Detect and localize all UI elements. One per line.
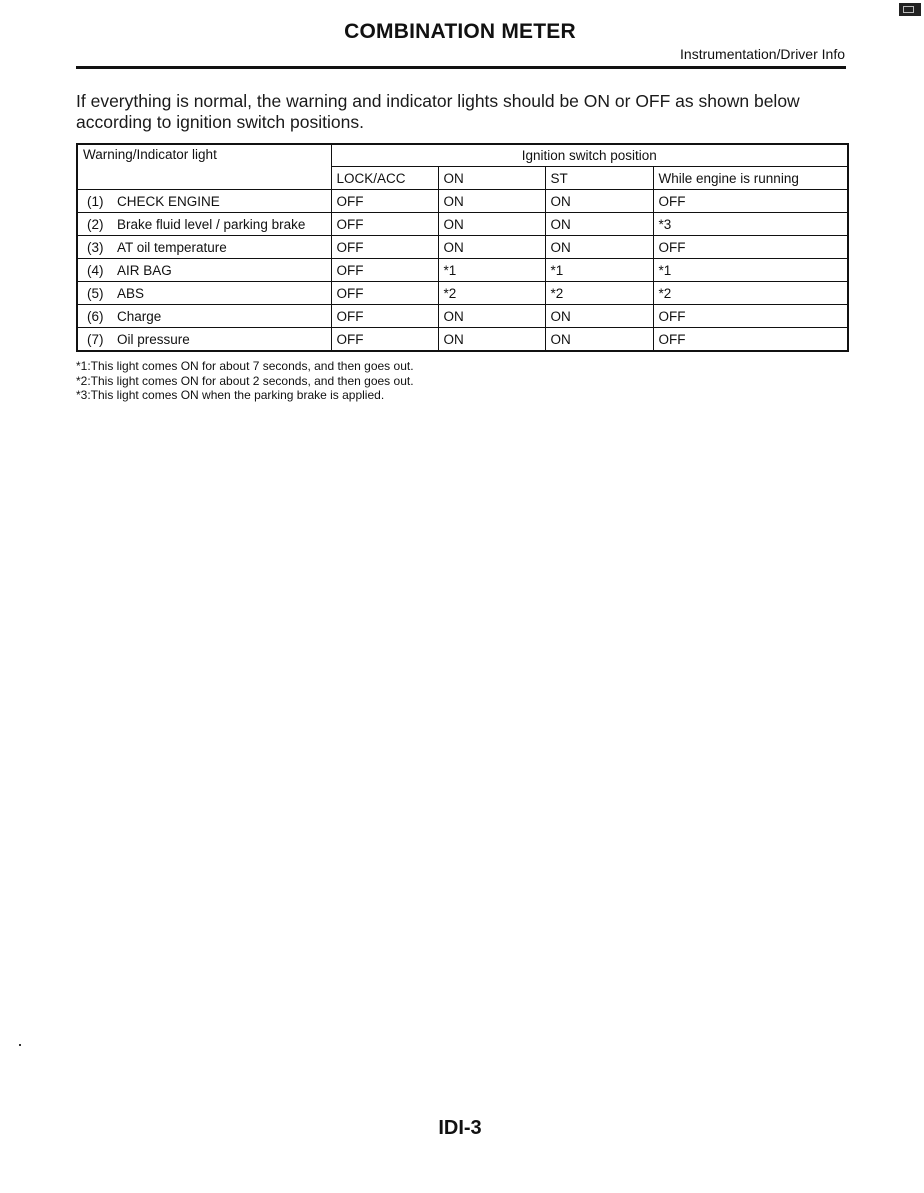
state-cell: *1 bbox=[653, 259, 848, 282]
light-name: AIR BAG bbox=[117, 262, 172, 278]
state-cell: *2 bbox=[653, 282, 848, 305]
table-row bbox=[77, 259, 848, 282]
state-cell: OFF bbox=[331, 190, 438, 213]
scan-speck bbox=[19, 1044, 21, 1046]
state-cell: OFF bbox=[331, 328, 438, 352]
table-row bbox=[77, 213, 848, 236]
column-header-light: Warning/Indicator light bbox=[77, 144, 331, 190]
state-cell: ON bbox=[438, 328, 545, 352]
warning-lights-table bbox=[76, 143, 849, 352]
light-name-cell bbox=[77, 213, 331, 236]
state-cell: OFF bbox=[331, 305, 438, 328]
state-cell: ON bbox=[545, 305, 653, 328]
table-row bbox=[77, 282, 848, 305]
state-cell: ON bbox=[545, 236, 653, 259]
section-label: Instrumentation/Driver Info bbox=[680, 46, 845, 62]
state-cell: OFF bbox=[331, 213, 438, 236]
state-cell: OFF bbox=[331, 236, 438, 259]
row-number: (5) bbox=[87, 285, 104, 301]
position-header: While engine is running bbox=[653, 167, 848, 190]
light-name: Charge bbox=[117, 308, 162, 324]
table-row bbox=[77, 190, 848, 213]
footnotes bbox=[76, 359, 414, 403]
page-number: IDI-3 bbox=[438, 1117, 482, 1139]
table-row bbox=[77, 328, 848, 352]
position-header: ST bbox=[545, 167, 653, 190]
state-cell: OFF bbox=[653, 190, 848, 213]
state-cell: ON bbox=[545, 190, 653, 213]
state-cell: *2 bbox=[438, 282, 545, 305]
intro-paragraph: If everything is normal, the warning and indicator lights should be ON or OFF as shown below according to ignition switch positions. bbox=[76, 91, 800, 132]
footnote: *3:This light comes ON when the parking brake is applied. bbox=[76, 388, 385, 402]
state-cell: *1 bbox=[438, 259, 545, 282]
state-cell: ON bbox=[438, 236, 545, 259]
state-cell: OFF bbox=[653, 328, 848, 352]
row-number: (7) bbox=[87, 331, 104, 347]
state-cell: ON bbox=[545, 213, 653, 236]
state-cell: ON bbox=[438, 213, 545, 236]
state-cell: *2 bbox=[545, 282, 653, 305]
state-cell: OFF bbox=[331, 282, 438, 305]
footnote: *2:This light comes ON for about 2 seconds, and then goes out. bbox=[76, 373, 414, 388]
light-name: AT oil temperature bbox=[117, 239, 227, 255]
state-cell: *1 bbox=[545, 259, 653, 282]
row-number: (3) bbox=[87, 239, 104, 255]
state-cell: ON bbox=[438, 190, 545, 213]
position-header: ON bbox=[438, 167, 545, 190]
light-name-cell bbox=[77, 190, 331, 213]
light-name-cell bbox=[77, 259, 331, 282]
state-cell: ON bbox=[438, 305, 545, 328]
page-title: COMBINATION METER bbox=[344, 20, 576, 43]
light-name-cell bbox=[77, 282, 331, 305]
light-name: Brake fluid level / parking brake bbox=[117, 216, 306, 232]
table-row bbox=[77, 305, 848, 328]
state-cell: OFF bbox=[331, 259, 438, 282]
light-name-cell bbox=[77, 328, 331, 352]
row-number: (2) bbox=[87, 216, 104, 232]
row-number: (6) bbox=[87, 308, 104, 324]
light-name: Oil pressure bbox=[117, 331, 190, 347]
light-name: CHECK ENGINE bbox=[117, 193, 220, 209]
footnote: *1:This light comes ON for about 7 seconds, and then goes out. bbox=[76, 359, 414, 373]
row-number: (4) bbox=[87, 262, 104, 278]
light-name-cell bbox=[77, 305, 331, 328]
position-header: LOCK/ACC bbox=[331, 167, 438, 190]
corner-tab-mark bbox=[899, 3, 921, 16]
column-header-ignition: Ignition switch position bbox=[331, 144, 848, 167]
row-number: (1) bbox=[87, 193, 104, 209]
state-cell: *3 bbox=[653, 213, 848, 236]
state-cell: OFF bbox=[653, 305, 848, 328]
light-name-cell bbox=[77, 236, 331, 259]
state-cell: OFF bbox=[653, 236, 848, 259]
header-rule bbox=[76, 66, 846, 69]
light-name: ABS bbox=[117, 285, 145, 301]
state-cell: ON bbox=[545, 328, 653, 352]
table-row bbox=[77, 236, 848, 259]
